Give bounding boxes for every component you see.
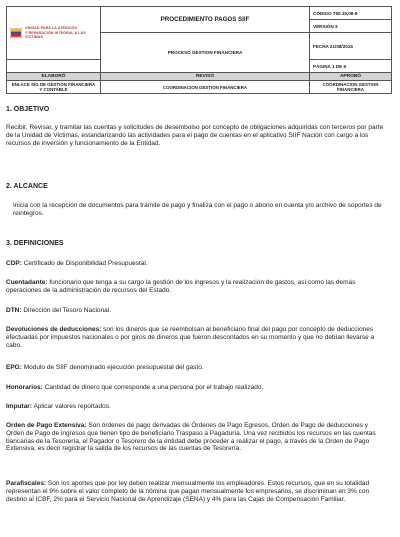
definition-term: Cuentadante: [6,279,48,286]
aprobo-value: COORDINACION GESTION FINANCIERA [310,81,392,94]
definition-text: Cantidad de dinero que corresponde a una persona por el trabajo realizado. [42,384,264,391]
definition-text: Son los aportes que por ley deben realizar mensualmente los empleadores. Estos recursos, que en su totalidad representan el 9% sobre el valor completo de la nómina que pagan mensualmente los empresarios, se discriminan en 3% con destino al ICBF, 2% para el Servicio Nacional de Aprendizaje (SENA) y 4% para las Cajas de Compensación Familiar. [6,480,370,503]
definition-term: Imputar: [6,403,32,410]
definition-text: Son órdenes de pago derivadas de Órdenes de Pago Egresos, Orden de Pago de deducciones y Orden de Pago de ingresos que tienen tipo de beneficiario Traspaso a Pagaduría. Una vez recibidos los recursos en las cuentas bancarias de la Tesorería, el Pagador o Tesorero de la entidad debe proceder a realizar el pago, a través de la Orden de Pago Extensiva, es decir registrar la salida de los recursos de las cuentas de Tesorería. [6,422,376,453]
section-alcance-text: Inicia con la recepción de documentos para trámite de pago y finaliza con el pago o abono en cuenta y/o archivo de soportes de reintegros. [13,202,382,217]
definition-item [6,384,386,392]
org-name-line1: UNIDAD PARA LA ATENCIÓN [25,26,78,31]
definition-term: Parafiscales: [6,480,47,487]
definition-text: son los dineros que se reembolsan al beneficiario final del pago por concepto de deducciones efectuadas por impuestos nacionales o por giros de dineros que fueron descontados en su momento y que no debían llevarse a cabo. [6,326,375,349]
org-name-line2: Y REPARACIÓN INTEGRAL A LAS VÍCTIMAS [25,30,86,40]
section-objetivo-text: Recibir, Revisar, y tramitar las cuentas y solicitudes de desembolso por concepto de obligaciones adquiridas con terceros por parte de la Unidad de Victimas, estandarizando las actividades para el pago de cuentas en el aplicativo SIIF Nación con cargo a los recursos de inversión y funcionamiento de la Entidad. [6,124,384,147]
definition-item [6,422,386,453]
logo-cell-bottom [7,60,101,73]
definition-text: Dirección del Tesoro Nacional. [21,307,112,314]
document-header-table [6,6,392,94]
document-title: PROCEDIMIENTO PAGOS SIIF [101,7,310,33]
definition-item [6,326,386,349]
definition-item [6,480,386,503]
definition-term: CDP: [6,260,22,267]
elaboro-value: ENLACE SIG DE GESTION FINANCIERA Y CONTABLE [7,81,101,94]
section-definiciones-title: 3. DEFINICIONES [6,240,64,247]
reviso-header: REVISÓ [101,73,310,81]
definition-term: EPG: [6,364,22,371]
document-version: VERSIÓN 3 [310,20,392,33]
definition-text: Certificado de Disponibilidad Presupuestal. [21,260,148,267]
logo-cell [7,7,101,60]
document-date: FECHA 21/08/2015 [310,33,392,60]
section-objetivo-title: 1. OBJETIVO [6,106,50,113]
definition-term: DTN: [6,307,22,314]
definition-item [6,260,386,268]
reviso-value: COORDINACION GESTION FINANCIERA [101,81,310,94]
definition-term: Devoluciones de deducciones: [6,326,102,333]
flag-emblem-icon [10,28,22,38]
definition-item [6,403,386,411]
section-alcance-title: 2. ALCANCE [6,183,48,190]
definition-text: Modulo de SIIF denominado ejecución presupuestal del gasto. [21,364,204,371]
definition-term: Honorarios: [6,384,43,391]
aprobo-header: APROBÓ [310,73,392,81]
organization-logo [10,26,97,39]
definition-text: Aplicar valores reportados. [32,403,111,410]
definition-item [6,307,386,315]
process-name: PROCESO GESTION FINANCIERA [101,33,310,73]
document-code: CÓDIGO 750.15,08-8 [310,7,392,20]
definition-item [6,279,386,295]
page-number: PÁGINA 1 DE 6 [310,60,392,73]
definition-term: Orden de Pago Extensiva: [6,422,87,429]
definition-item [6,364,386,372]
elaboro-header: ELABORÓ [7,73,101,81]
definition-text: funcionario que tenga a su cargo la gestión de los ingresos y la realización de gastos, así como las demás operaciones de la administración de recursos del Estado. [6,279,356,294]
